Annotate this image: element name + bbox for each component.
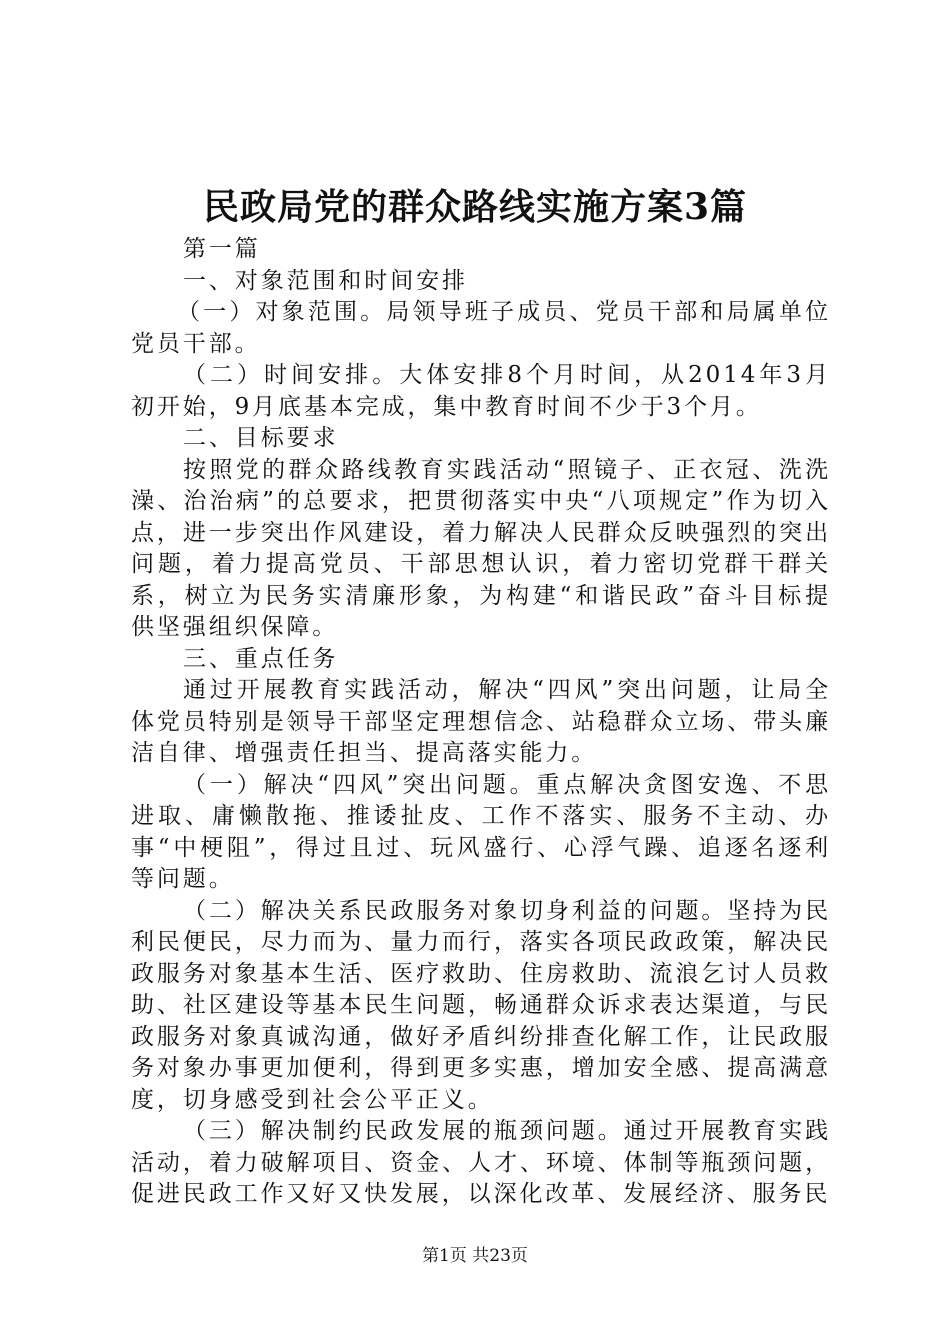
body-paragraph: （一）解决“四风”突出问题。重点解决贪图安逸、不思进取、庸懒散拖、推诿扯皮、工作不落实、服务不主动、办事“中梗阻”，得过且过、玩风盛行、心浮气躁、追逐名逐利等问题。 bbox=[131, 771, 831, 892]
section-heading: 二、目标要求 bbox=[183, 425, 339, 451]
section-heading: 第一篇 bbox=[183, 236, 261, 262]
body-paragraph: （二）解决关系民政服务对象切身利益的问题。坚持为民利民便民，尽力而为、量力而行，落实各项民政政策，解决民政服务对象基本生活、医疗救助、住房救助、流浪乞讨人员救助、社区建设等基本民生问题，畅通群众诉求表达渠道，与民政服务对象真诚沟通，做好矛盾纠纷排查化解工作，让民政服务对象办事更加便利，得到更多实惠，增加安全感、提高满意度，切身感受到社会公平正义。 bbox=[131, 897, 831, 1113]
body-paragraph: （三）解决制约民政发展的瓶颈问题。通过开展教育实践活动，着力破解项目、资金、人才、环境、体制等瓶颈问题，促进民政工作又好又快发展，以深化改革、发展经济、服务民 bbox=[131, 1118, 831, 1207]
section-heading: 一、对象范围和时间安排 bbox=[183, 267, 468, 294]
body-paragraph: 按照党的群众路线教育实践活动“照镜子、正衣冠、洗洗澡、治治病”的总要求，把贯彻落实中央“八项规定”作为切入点，进一步突出作风建设，着力解决人民群众反映强烈的突出问题，着力提高党员、干部思想认识，着力密切党群干群关系，树立为民务实清廉形象，为构建“和谐民政”奋斗目标提供坚强组织保障。 bbox=[131, 456, 831, 640]
body-paragraph: （二）时间安排。大体安排8个月时间，从2014年3月初开始，9月底基本完成，集中教育时间不少于3个月。 bbox=[131, 362, 831, 420]
document-title: 民政局党的群众路线实施方案3篇 bbox=[202, 186, 748, 228]
body-paragraph: 通过开展教育实践活动，解决“四风”突出问题，让局全体党员特别是领导干部坚定理想信念、站稳群众立场、带头廉洁自律、增强责任担当、提高落实能力。 bbox=[131, 677, 831, 766]
document-body bbox=[131, 234, 831, 1211]
section-heading: 三、重点任务 bbox=[183, 645, 339, 672]
page-footer: 第1页 共23页 bbox=[422, 1246, 528, 1266]
body-paragraph: （一）对象范围。局领导班子成员、党员干部和局属单位党员干部。 bbox=[131, 299, 831, 357]
